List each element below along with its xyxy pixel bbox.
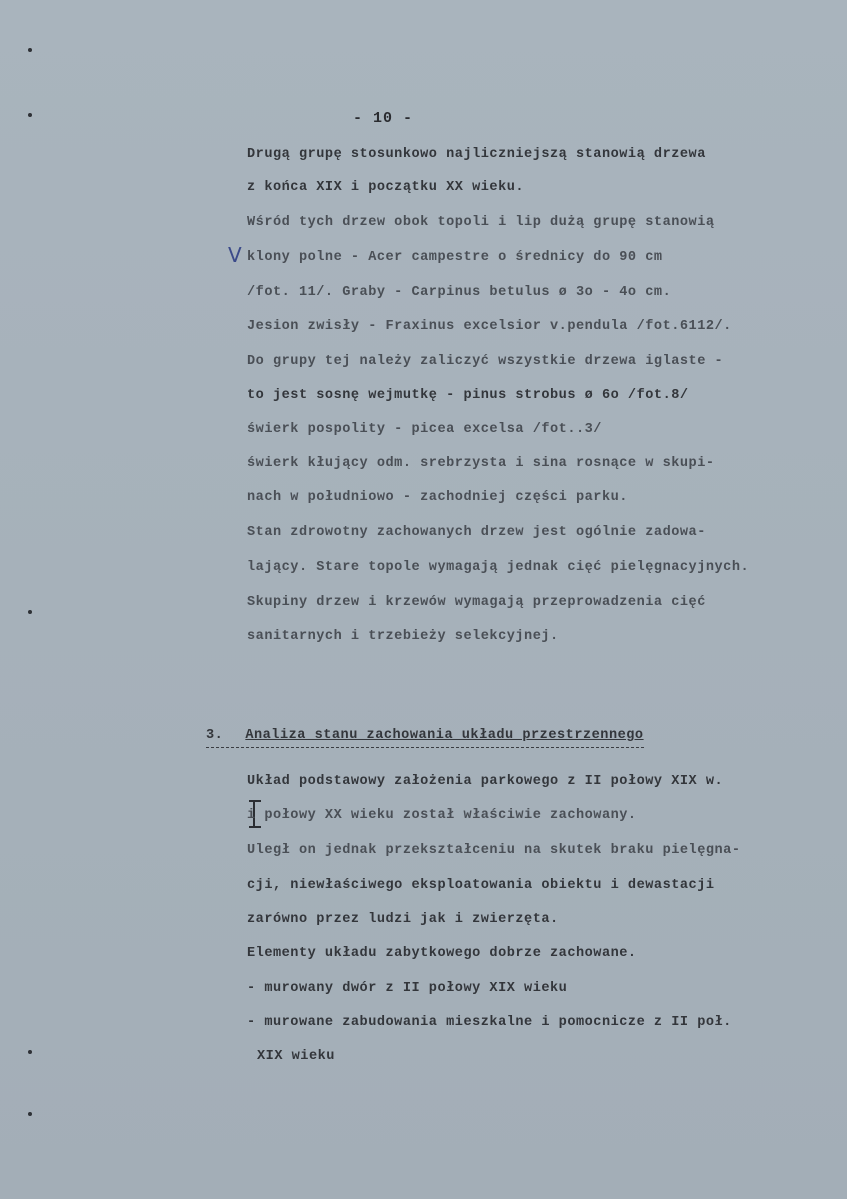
- text-line: to jest sosnę wejmutkę - pinus strobus ø 6o /fot.8/: [247, 388, 689, 403]
- text-line: Wśród tych drzew obok topoli i lip dużą grupę stanowią: [247, 215, 715, 230]
- text-line: sanitarnych i trzebieży selekcyjnej.: [247, 629, 559, 644]
- section-underline: [206, 747, 644, 748]
- text-line: - murowany dwór z II połowy XIX wieku: [247, 981, 568, 996]
- text-line: XIX wieku: [257, 1049, 335, 1064]
- text-line: Elementy układu zabytkowego dobrze zachowane.: [247, 946, 637, 961]
- text-line: cji, niewłaściwego eksploatowania obiektu i dewastacji: [247, 878, 715, 893]
- text-line: Do grupy tej należy zaliczyć wszystkie drzewa iglaste -: [247, 354, 724, 369]
- binder-dot: [28, 113, 32, 117]
- text-line: świerk pospolity - picea excelsa /fot..3/: [247, 422, 602, 437]
- text-line: Uległ on jednak przekształceniu na skutek braku pielęgna-: [247, 843, 741, 858]
- text-line: klony polne - Acer campestre o średnicy do 90 cm: [247, 250, 663, 265]
- text-line: z końca XIX i początku XX wieku.: [247, 180, 525, 195]
- text-line: Stan zdrowotny zachowanych drzew jest ogólnie zadowa-: [247, 525, 706, 540]
- text-line: i połowy XX wieku został właściwie zachowany.: [247, 808, 637, 823]
- binder-dot: [28, 1112, 32, 1116]
- margin-check-mark: V: [228, 243, 242, 267]
- text-line: Układ podstawowy założenia parkowego z II połowy XIX w.: [247, 774, 724, 789]
- binder-dot: [28, 1050, 32, 1054]
- section-title: Analiza stanu zachowania układu przestrzennego: [245, 728, 644, 743]
- text-line: /fot. 11/. Graby - Carpinus betulus ø 3o - 4o cm.: [247, 285, 672, 300]
- text-line: Drugą grupę stosunkowo najliczniejszą stanowią drzewa: [247, 147, 706, 162]
- text-line: Jesion zwisły - Fraxinus excelsior v.pendula /fot.6112/.: [247, 319, 732, 334]
- text-line: lający. Stare topole wymagają jednak cięć pielęgnacyjnych.: [247, 560, 750, 575]
- text-line: Skupiny drzew i krzewów wymagają przeprowadzenia cięć: [247, 595, 706, 610]
- binder-dot: [28, 48, 32, 52]
- text-line: świerk kłujący odm. srebrzysta i sina rosnące w skupi-: [247, 456, 715, 471]
- page-number: - 10 -: [353, 110, 414, 127]
- section-number: 3.: [206, 728, 224, 743]
- text-line: zarówno przez ludzi jak i zwierzęta.: [247, 912, 559, 927]
- text-line: nach w południowo - zachodniej części parku.: [247, 490, 628, 505]
- binder-dot: [28, 610, 32, 614]
- section-heading: [206, 728, 644, 743]
- text-line: - murowane zabudowania mieszkalne i pomocnicze z II poł.: [247, 1015, 732, 1030]
